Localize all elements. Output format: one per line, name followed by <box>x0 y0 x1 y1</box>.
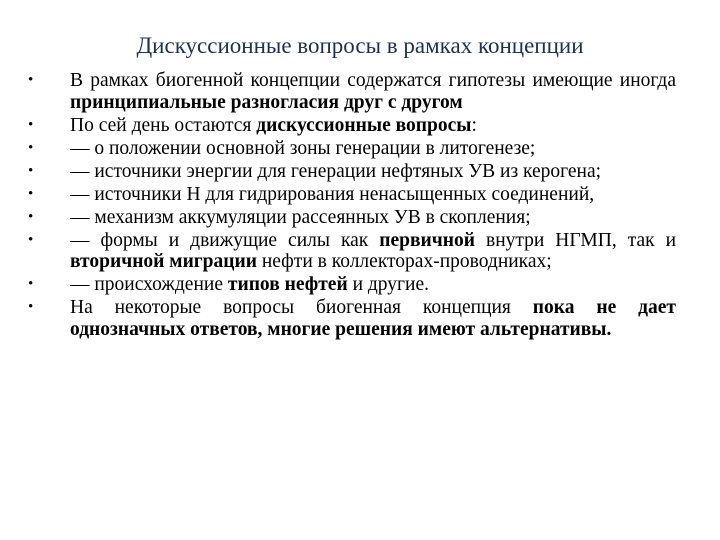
list-item <box>28 161 676 183</box>
bold-text: вторичной миграции <box>70 251 257 272</box>
item-text: На некоторые вопросы биогенная концепция <box>70 297 533 318</box>
item-text: — источники Н для гидрирования ненасыщенных соединений, <box>70 183 595 205</box>
list-item <box>28 70 676 113</box>
bullet-icon: • <box>28 208 34 225</box>
item-text: — происхождение <box>70 274 228 295</box>
item-text: По сей день остаются <box>70 114 257 136</box>
list-item <box>28 184 676 206</box>
item-text: и другие. <box>347 274 430 295</box>
bold-text: первичной <box>379 229 475 251</box>
list-item <box>28 230 676 273</box>
bullet-list <box>28 70 676 342</box>
item-text: — механизм аккумуляции рассеянных УВ в скопления; <box>70 206 531 228</box>
item-text: — формы и движущие силы как <box>70 229 380 251</box>
bullet-icon: • <box>28 162 34 179</box>
list-item <box>28 207 676 229</box>
bullet-icon: • <box>28 231 34 248</box>
list-item <box>28 297 676 340</box>
bullet-icon: • <box>28 276 34 292</box>
bullet-icon: • <box>28 139 34 156</box>
bullet-icon: • <box>28 116 34 133</box>
slide-title: Дискуссионные вопросы в рамках концепции <box>136 33 584 58</box>
bold-text: дискуссионные вопросы <box>256 114 472 136</box>
bullet-icon: • <box>28 299 34 315</box>
list-item <box>28 274 676 296</box>
bold-text: принципиальные разногласия друг с другом <box>70 91 463 113</box>
list-item <box>28 115 676 137</box>
item-text: нефти в коллекторах-проводниках; <box>256 251 552 272</box>
bullet-icon: • <box>28 72 34 88</box>
bullet-icon: • <box>28 185 34 202</box>
bold-text: типов нефтей <box>227 274 348 295</box>
item-text: — источники энергии для генерации нефтяных УВ из керогена; <box>70 160 602 182</box>
bold-text: пока не дает однозначных ответов, многие решения имеют альтернативы. <box>70 297 676 340</box>
item-text: В рамках биогенной концепции содержатся гипотезы имеющие иногда <box>70 70 676 91</box>
item-text: — о положении основной зоны генерации в литогенезе; <box>70 137 536 159</box>
item-text: : <box>471 114 477 136</box>
item-text: внутри НГМП, так и <box>475 229 677 251</box>
list-item <box>28 138 676 160</box>
